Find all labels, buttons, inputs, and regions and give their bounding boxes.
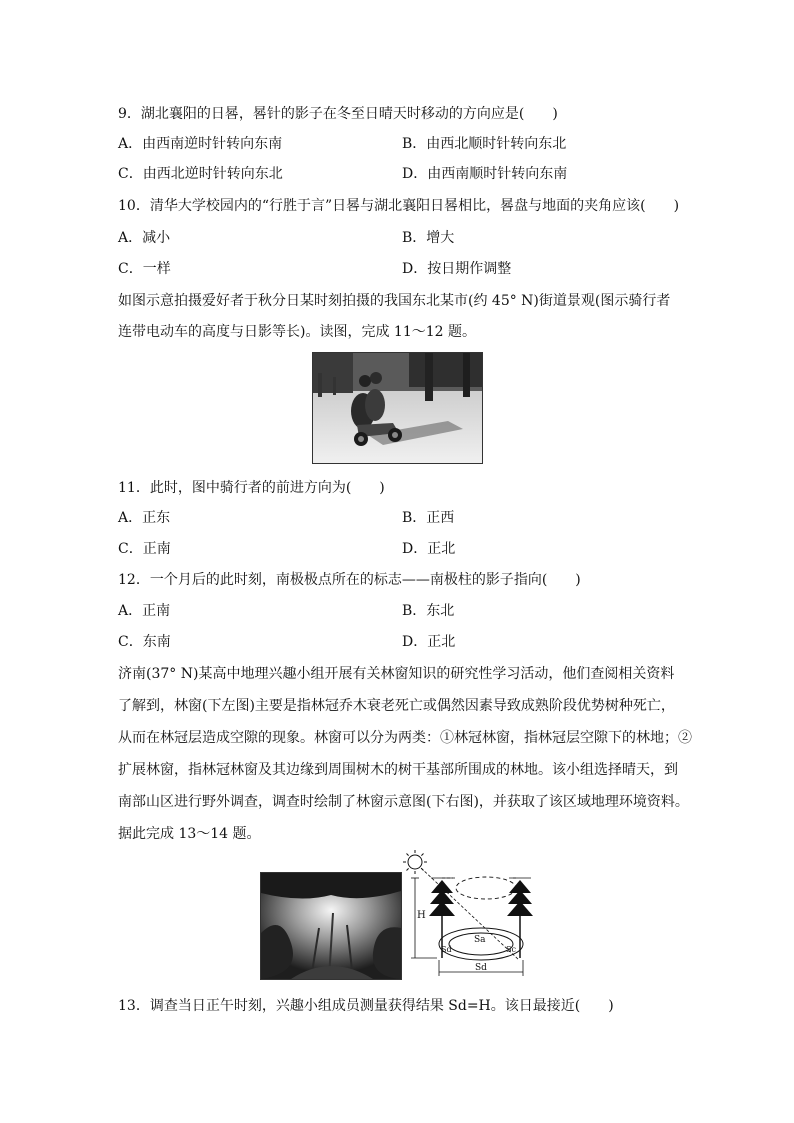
question-12-option-d: D．正北 [402,634,456,650]
sa-label: Sa [474,935,486,945]
question-11-option-a: A．正东 [118,510,171,526]
intro-1-line-2: 连带电动车的高度与日影等长)。读图，完成 11～12 题。 [118,324,476,340]
intro-2-line-5: 南部山区进行野外调查，调查时绘制了林窗示意图(下右图)，并获取了该区域地理环境资料。 [118,794,689,810]
question-12-option-b: B．东北 [402,603,455,619]
forest-gap-photo [260,872,402,980]
intro-2-line-1: 济南(37° N)某高中地理兴趣小组开展有关林窗知识的研究性学习活动，他们查阅相关资料 [118,666,675,682]
question-10-option-c: C．一样 [118,261,171,277]
question-11-stem: 11．此时，图中骑行者的前进方向为( ) [118,480,385,496]
height-label: H [417,910,426,921]
question-12-stem: 12．一个月后的此时刻，南极极点所在的标志——南极柱的影子指向( ) [118,572,581,588]
question-12-option-a: A．正南 [118,603,171,619]
sun-icon [403,850,427,874]
question-11-option-d: D．正北 [402,541,456,557]
question-10-stem: 10．清华大学校园内的“行胜于言”日晷与湖北襄阳日晷相比，晷盘与地面的夹角应该( ) [118,198,680,214]
question-13-stem: 13．调查当日正午时刻，兴趣小组成员测量获得结果 Sd=H。该日最接近( ) [118,998,614,1014]
question-9-option-c: C．由西北逆时针转向东北 [118,166,283,182]
question-11-option-b: B．正西 [402,510,455,526]
intro-2-line-6: 据此完成 13～14 题。 [118,826,261,842]
question-9-option-a: A．由西南逆时针转向东南 [118,136,283,152]
sd-label: Sd [475,963,487,973]
question-12-option-c: C．东南 [118,634,171,650]
intro-2-line-3: 从而在林冠层造成空隙的现象。林窗可以分为两类：①林冠林窗，指林冠层空隙下的林地；② [118,730,692,746]
intro-2-line-4: 扩展林窗，指林冠林窗及其边缘到周围树木的树干基部所围成的林地。该小组选择晴天，到 [118,762,678,778]
intro-1-line-1: 如图示意拍摄爱好者于秋分日某时刻拍摄的我国东北某市(约 45° N)街道景观(图示骑行者 [118,293,671,309]
question-9-option-b: B．由西北顺时针转向东北 [402,136,567,152]
question-11-option-c: C．正南 [118,541,171,557]
street-scene-photo [312,352,483,464]
question-10-option-b: B．增大 [402,230,455,246]
question-10-option-d: D．按日期作调整 [402,261,512,277]
intro-2-line-2: 了解到，林窗(下左图)主要是指林冠乔木衰老死亡或偶然因素导致成熟阶段优势树种死亡， [118,698,675,714]
question-9-option-d: D．由西南顺时针转向东南 [402,166,568,182]
sd-left-label: Sd [441,945,452,954]
sc-right-label: Sc [506,945,516,954]
question-10-option-a: A．减小 [118,230,171,246]
question-9-stem: 9．湖北襄阳的日晷，晷针的影子在冬至日晴天时移动的方向应是( ) [118,106,558,122]
forest-gap-diagram [401,848,551,983]
